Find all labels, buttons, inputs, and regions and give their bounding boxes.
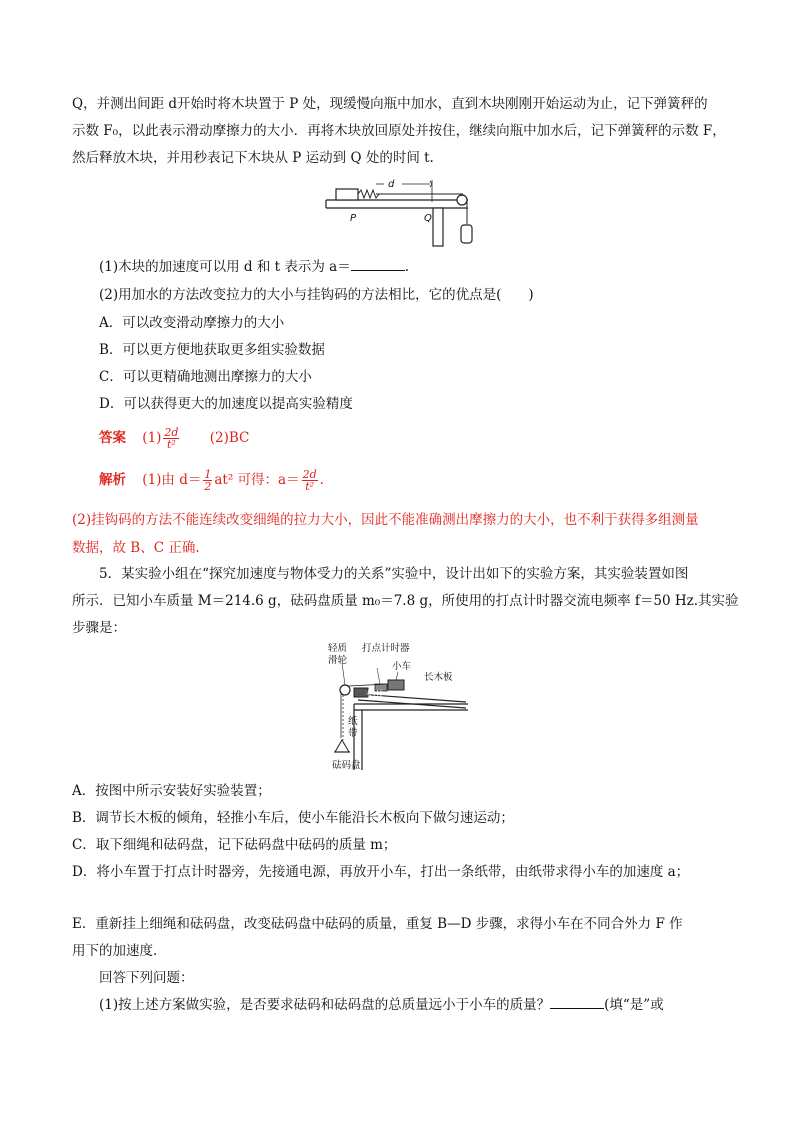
analysis-fraction-2: $\frac{2d}{\text{t²}}$ — [302, 468, 317, 493]
figure2-label-pan: 砝码盘 — [332, 760, 361, 771]
question-1-line — [99, 994, 749, 1016]
analysis-line-1 — [99, 469, 749, 492]
option-a: A．可以改变滑动摩擦力的大小 — [99, 315, 285, 331]
analysis-p1-mid: at² 可得：a＝ — [214, 472, 300, 488]
figure2-label-tape-2: 带 — [348, 728, 358, 739]
option-d: D．可以获得更大的加速度以提高实验精度 — [99, 396, 353, 412]
analysis-p1-pre: (1)由 d＝ — [142, 472, 202, 488]
analysis-label: 解析 — [99, 472, 126, 488]
questions-heading: 回答下列问题： — [99, 970, 194, 986]
figure1-label-d: d — [388, 179, 395, 190]
intro-line-3: 然后释放木块，并用秒表记下木块从 P 运动到 Q 处的时间 t. — [72, 150, 434, 166]
step-e-line-1: E．重新挂上细绳和砝码盘，改变砝码盘中砝码的质量，重复 B—D 步骤，求得小车在不同合外力 F 作 — [72, 916, 683, 932]
figure2-label-board: 长木板 — [424, 672, 453, 683]
answer-label: 答案 — [99, 430, 126, 446]
figure2-label-tape-1: 纸 — [348, 716, 358, 727]
analysis-line-2: (2)挂钩码的方法不能连续改变细绳的拉力大小，因此不能准确测出摩擦力的大小，也不利于获得多组测量 — [72, 512, 699, 528]
q5-line-2: 所示．已知小车质量 M＝214.6 g，砝码盘质量 m₀＝7.8 g，所使用的打点计时器交流电频率 f＝50 Hz.其实验 — [72, 593, 739, 609]
q5-line-1: 5．某实验小组在“探究加速度与物体受力的关系”实验中，设计出如下的实验方案，其实验装置如图 — [99, 566, 689, 582]
answer-line — [99, 427, 749, 450]
question-sub-2: (2)用加水的方法改变拉力的大小与挂钩码的方法相比，它的优点是( ) — [99, 287, 534, 303]
step-d: D．将小车置于打点计时器旁，先接通电源，再放开小车，打出一条纸带，由纸带求得小车的加速度 a； — [72, 864, 690, 880]
figure2-label-pulley-1: 轻质 — [328, 643, 348, 654]
answer-part1: (1) — [142, 430, 162, 446]
figure-block-spring-apparatus — [318, 172, 488, 250]
figure2-label-cart: 小车 — [392, 661, 412, 672]
step-a: A．按图中所示安装好实验装置； — [72, 783, 271, 799]
step-c: C．取下细绳和砝码盘，记下砝码盘中砝码的质量 m； — [72, 837, 397, 853]
sub1-text: (1)木块的加速度可以用 d 和 t 表示为 a＝ — [99, 259, 351, 275]
question-1-blank[interactable] — [550, 994, 604, 1009]
analysis-line-3: 数据，故 B、C 正确. — [72, 540, 200, 556]
step-e-line-2: 用下的加速度． — [72, 943, 167, 959]
option-c: C．可以更精确地测出摩擦力的大小 — [99, 369, 312, 385]
figure2-label-block: 垫块 — [366, 690, 386, 701]
question-1-pre: (1)按上述方案做实验，是否要求砝码和砝码盘的总质量远小于小车的质量？ — [99, 997, 551, 1013]
answer-fraction: $\frac{2d}{\text{t²}}$ — [164, 426, 179, 451]
intro-line-1: Q，并测出间距 d开始时将木块置于 P 处，现缓慢向瓶中加水，直到木块刚刚开始运动为止，记下弹簧秤的 — [72, 96, 708, 112]
figure2-label-pulley-2: 滑轮 — [328, 655, 348, 666]
sub1-end: . — [404, 259, 409, 275]
intro-line-2: 示数 F₀，以此表示滑动摩擦力的大小．再将木块放回原处并按住，继续向瓶中加水后，记下弹簧秤的示数 F， — [72, 123, 726, 139]
analysis-p1-end: . — [319, 472, 324, 488]
figure1-label-p: P — [350, 213, 357, 224]
answer-blank[interactable] — [351, 256, 405, 271]
option-b: B．可以更方便地获取更多组实验数据 — [99, 342, 325, 358]
answer-part2: (2)BC — [209, 430, 250, 446]
figure2-label-timer: 打点计时器 — [362, 643, 410, 654]
q5-line-3: 步骤是： — [72, 620, 126, 636]
question-sub-1 — [99, 256, 749, 278]
step-b: B．调节长木板的倾角，轻推小车后，使小车能沿长木板向下做匀速运动； — [72, 810, 514, 826]
figure-cart-incline-apparatus — [318, 640, 474, 776]
analysis-fraction-1: $\frac{1}{2}$ — [204, 468, 212, 493]
question-1-post: (填“是”或 — [604, 997, 664, 1013]
figure1-label-q: Q — [424, 213, 432, 224]
